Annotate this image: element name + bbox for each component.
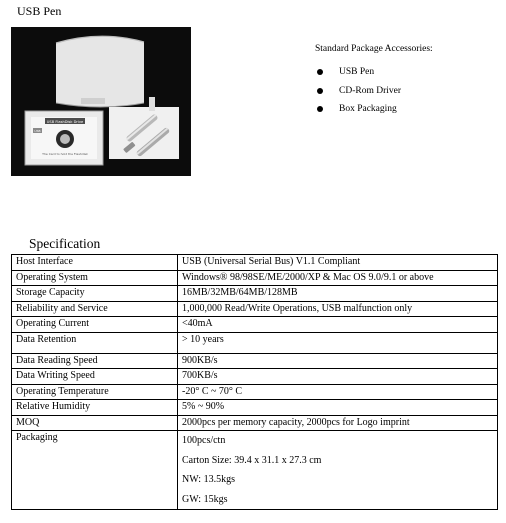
spec-value: <40mA bbox=[178, 317, 498, 333]
spec-value: 2000pcs per memory capacity, 2000pcs for Logo imprint bbox=[178, 415, 498, 431]
accessory-item bbox=[315, 63, 433, 82]
spec-value: Windows® 98/98SE/ME/2000/XP & Mac OS 9.0/9.1 or above bbox=[178, 270, 498, 286]
spec-key: Data Reading Speed bbox=[12, 353, 178, 369]
spec-value-packaging bbox=[178, 431, 498, 510]
packaging-line: Carton Size: 39.4 x 31.1 x 27.3 cm bbox=[182, 454, 322, 466]
document-title: USB Pen bbox=[17, 4, 62, 18]
spec-key: Operating System bbox=[12, 270, 178, 286]
spec-value: > 10 years bbox=[178, 332, 498, 353]
specification-table bbox=[11, 254, 498, 510]
packaging-line: GW: 15kgs bbox=[182, 493, 228, 505]
packaging-box-image bbox=[56, 36, 144, 107]
bullet-icon bbox=[317, 69, 323, 75]
spec-key: Relative Humidity bbox=[12, 400, 178, 416]
accessories-title: Standard Package Accessories: bbox=[315, 44, 433, 54]
accessories-list bbox=[315, 63, 433, 119]
spec-key: Data Writing Speed bbox=[12, 369, 178, 385]
product-photo bbox=[11, 27, 191, 176]
table-row bbox=[12, 270, 498, 286]
table-row bbox=[12, 301, 498, 317]
card-caption-text: The Card to hold the Flashdisk bbox=[42, 152, 88, 156]
spec-key: Operating Temperature bbox=[12, 384, 178, 400]
bullet-icon bbox=[317, 106, 323, 112]
table-row bbox=[12, 286, 498, 302]
spec-value: 16MB/32MB/64MB/128MB bbox=[178, 286, 498, 302]
accessory-label: Box Packaging bbox=[339, 104, 397, 115]
accessory-item bbox=[315, 100, 433, 119]
spec-key: Operating Current bbox=[12, 317, 178, 333]
spec-value: -20° C ~ 70° C bbox=[178, 384, 498, 400]
spec-value: 1,000,000 Read/Write Operations, USB malfunction only bbox=[178, 301, 498, 317]
accessory-label: CD-Rom Driver bbox=[339, 85, 402, 96]
spec-key: Packaging bbox=[12, 431, 178, 510]
table-row bbox=[12, 317, 498, 333]
table-row bbox=[12, 353, 498, 369]
packaging-line: 100pcs/ctn bbox=[182, 435, 226, 446]
table-row bbox=[12, 369, 498, 385]
spec-key: Host Interface bbox=[12, 255, 178, 271]
specification-heading: Specification bbox=[29, 236, 101, 251]
card-image bbox=[25, 111, 103, 165]
table-row bbox=[12, 255, 498, 271]
spec-value: 900KB/s bbox=[178, 353, 498, 369]
table-row bbox=[12, 431, 498, 510]
card-badge-text: USB bbox=[34, 128, 41, 133]
table-row bbox=[12, 400, 498, 416]
accessory-label: USB Pen bbox=[339, 67, 375, 78]
card-title-text: USB FlashDisk Drive bbox=[46, 119, 84, 124]
spec-value: USB (Universal Serial Bus) V1.1 Compliant bbox=[178, 255, 498, 271]
table-row bbox=[12, 415, 498, 431]
spec-key: MOQ bbox=[12, 415, 178, 431]
packaging-line: NW: 13.5kgs bbox=[182, 474, 235, 485]
accessories-section bbox=[315, 44, 433, 119]
spec-value: 5% ~ 90% bbox=[178, 400, 498, 416]
spec-key: Storage Capacity bbox=[12, 286, 178, 302]
accessory-item bbox=[315, 82, 433, 101]
bullet-icon bbox=[317, 88, 323, 94]
spec-key: Reliability and Service bbox=[12, 301, 178, 317]
table-row bbox=[12, 384, 498, 400]
spec-value: 700KB/s bbox=[178, 369, 498, 385]
spec-key: Data Retention bbox=[12, 332, 178, 353]
table-row bbox=[12, 332, 498, 353]
